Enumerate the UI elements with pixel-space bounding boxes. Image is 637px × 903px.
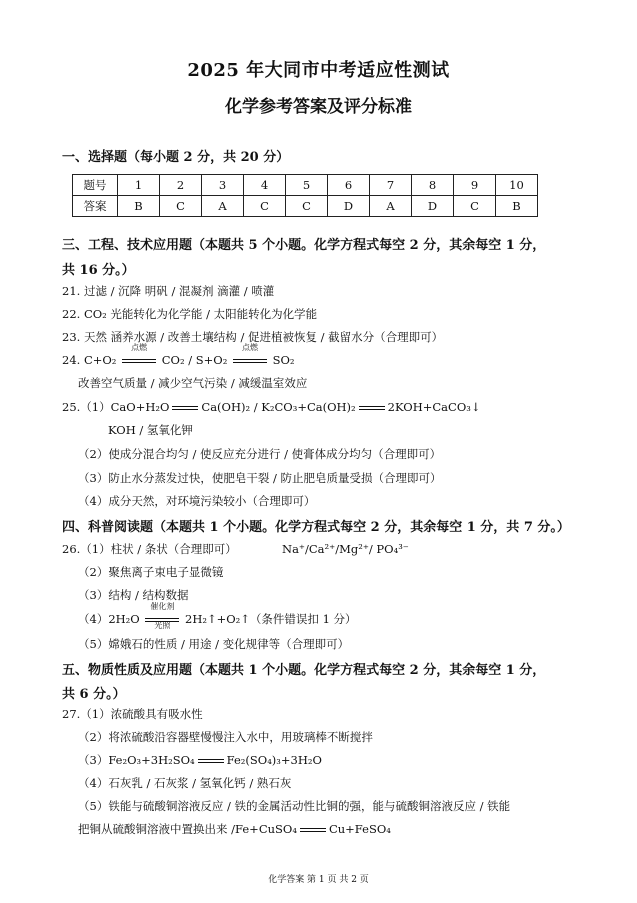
equation-text: 24. C+O₂	[62, 353, 117, 367]
answer-24-line2: 改善空气质量 / 减少空气污染 / 减缓温室效应	[78, 376, 308, 390]
answer-27-5: （5）铁能与硫酸铜溶液反应 / 铁的金属活动性比铜的强，能与硫酸铜溶液反应 / 铁能	[78, 799, 511, 813]
answer-25-1	[62, 399, 481, 415]
table-cell: C	[454, 196, 496, 217]
answer-21: 21. 过滤 / 沉降 明矾 / 混凝剂 滴灌 / 喷灌	[62, 284, 275, 298]
section-5-heading: 五、物质性质及应用题（本题共 1 个小题。化学方程式每空 2 分，其余每空 1 分，	[62, 663, 546, 678]
equation-text: Cu+FeSO₄	[328, 822, 391, 836]
row-label-answer: 答案	[73, 196, 118, 217]
answer-26-1-ions: Na⁺/Ca²⁺/Mg²⁺/ PO₄³⁻	[282, 542, 409, 556]
table-cell: 3	[202, 175, 244, 196]
equation-text: CO₂ / S+O₂	[161, 353, 228, 367]
equals-sign	[359, 406, 385, 410]
equals-sign	[172, 406, 198, 410]
equation-text: 把铜从硫酸铜溶液中置换出来 /Fe+CuSO₄	[78, 822, 297, 836]
answer-23: 23. 天然 涵养水源 / 改善土壤结构 / 促进植被恢复 / 截留水分（合理即可）	[62, 330, 444, 344]
reaction-condition: 光照	[154, 621, 171, 630]
reaction-condition: 点燃	[131, 343, 148, 352]
reaction-arrow	[233, 343, 267, 368]
reaction-condition: 点燃	[241, 343, 258, 352]
page-title: 2025 年大同市中考适应性测试	[187, 60, 450, 81]
answer-25-3: （3）防止水分蒸发过快，使肥皂干裂 / 防止肥皂质量受损（合理即可）	[78, 471, 442, 485]
table-cell: 8	[412, 175, 454, 196]
table-cell: 6	[328, 175, 370, 196]
table-row-answers	[73, 196, 538, 217]
table-cell: 9	[454, 175, 496, 196]
equals-sign	[198, 759, 224, 763]
answer-27-5b	[78, 821, 391, 837]
equation-text: Fe₂(SO₄)₃+3H₂O	[226, 753, 322, 767]
answer-26-1: 26.（1）柱状 / 条状（合理即可）	[62, 542, 237, 556]
answer-27-4: （4）石灰乳 / 石灰浆 / 氢氧化钙 / 熟石灰	[78, 776, 292, 790]
table-cell: 5	[286, 175, 328, 196]
table-cell: C	[244, 196, 286, 217]
table-cell: 4	[244, 175, 286, 196]
table-cell: C	[160, 196, 202, 217]
page-subtitle: 化学参考答案及评分标准	[225, 97, 412, 117]
reaction-arrow	[145, 602, 179, 630]
section-3-heading-cont: 共 16 分。）	[62, 263, 135, 278]
table-cell: 1	[118, 175, 160, 196]
answer-table	[72, 174, 538, 217]
equation-text: Ca(OH)₂ / K₂CO₃+Ca(OH)₂	[201, 400, 356, 414]
table-cell: D	[412, 196, 454, 217]
section-4-heading: 四、科普阅读题（本题共 1 个小题。化学方程式每空 2 分，其余每空 1 分，共 7 分。）	[62, 520, 570, 535]
answer-25-2: （2）使成分混合均匀 / 使反应充分进行 / 使膏体成分均匀（合理即可）	[78, 447, 442, 461]
table-cell: D	[328, 196, 370, 217]
table-cell: 2	[160, 175, 202, 196]
answer-22: 22. CO₂ 光能转化为化学能 / 太阳能转化为化学能	[62, 307, 318, 321]
section-3-heading: 三、工程、技术应用题（本题共 5 个小题。化学方程式每空 2 分，其余每空 1 分，	[62, 238, 546, 253]
answer-27-2: （2）将浓硫酸沿容器壁慢慢注入水中，用玻璃棒不断搅拌	[78, 730, 373, 744]
equation-text: SO₂	[272, 353, 295, 367]
table-cell: C	[286, 196, 328, 217]
equation-text: （4）2H₂O	[78, 612, 140, 626]
table-cell: B	[118, 196, 160, 217]
equals-sign	[300, 828, 326, 832]
answer-26-4	[78, 602, 357, 630]
table-cell: 10	[496, 175, 538, 196]
equation-text: 2H₂↑+O₂↑（条件错误扣 1 分）	[185, 612, 357, 626]
table-cell: 7	[370, 175, 412, 196]
answer-26-3: （3）结构 / 结构数据	[78, 588, 189, 602]
answer-25-4: （4）成分天然，对环境污染较小（合理即可）	[78, 494, 316, 508]
section-5-heading-cont: 共 6 分。）	[62, 687, 126, 702]
table-row-numbers	[73, 175, 538, 196]
equation-text: 25.（1）CaO+H₂O	[62, 400, 170, 414]
reaction-condition: 催化剂	[150, 602, 175, 611]
row-label-number: 题号	[73, 175, 118, 196]
answer-24	[62, 343, 295, 368]
table-cell: A	[370, 196, 412, 217]
table-cell: A	[202, 196, 244, 217]
answer-27-3	[78, 752, 322, 768]
equation-text: 2KOH+CaCO₃↓	[387, 400, 481, 414]
answer-25-1b: KOH / 氢氧化钾	[108, 423, 193, 437]
answer-26-5: （5）嫦娥石的性质 / 用途 / 变化规律等（合理即可）	[78, 637, 350, 651]
page-footer: 化学答案 第 1 页 共 2 页	[268, 875, 369, 885]
table-cell: B	[496, 196, 538, 217]
answer-26-2: （2）聚焦离子束电子显微镜	[78, 565, 224, 579]
reaction-arrow	[122, 343, 156, 368]
answer-27-1: 27.（1）浓硫酸具有吸水性	[62, 707, 203, 721]
equation-text: （3）Fe₂O₃+3H₂SO₄	[78, 753, 195, 767]
section-1-heading: 一、选择题（每小题 2 分，共 20 分）	[62, 150, 290, 165]
